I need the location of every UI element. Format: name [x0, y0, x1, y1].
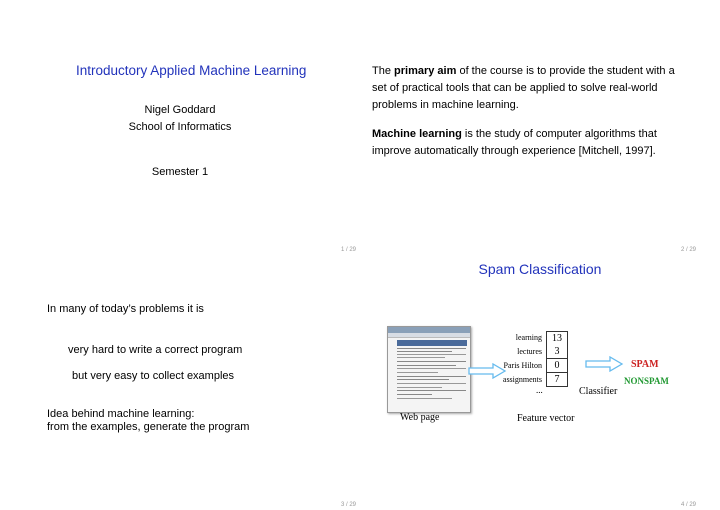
- text-line: [397, 394, 432, 395]
- primary-aim-emphasis: primary aim: [394, 65, 457, 77]
- feature-value: 13: [546, 331, 568, 346]
- feature-vector-label: Feature vector: [517, 413, 575, 424]
- text-line: [397, 376, 466, 377]
- browser-toolbar: [388, 333, 470, 338]
- text-line: [397, 368, 466, 369]
- text-line: [397, 379, 449, 380]
- feature-value: 3: [546, 345, 568, 359]
- primary-aim-paragraph: The primary aim of the course is to provide the student with a set of practical tools that can be applied to solve real-world problems in machine learning.: [372, 65, 675, 111]
- page-banner: [397, 340, 467, 346]
- text-line: [397, 361, 466, 362]
- text-line: [397, 387, 442, 388]
- feature-label: assignments: [502, 375, 542, 384]
- page-number: 4 / 29: [681, 502, 697, 508]
- nonspam-label: NONSPAM: [624, 376, 669, 386]
- page-number: 3 / 29: [341, 502, 357, 508]
- text-line: [397, 357, 445, 358]
- classifier-label: Classifier: [579, 386, 618, 397]
- web-page-thumbnail: [387, 326, 471, 413]
- text-line: [397, 398, 452, 399]
- slide-3: [0, 255, 360, 510]
- hard-point: very hard to write a correct program: [68, 344, 243, 356]
- feature-label: lectures: [517, 347, 542, 356]
- text-line: [397, 372, 438, 373]
- spam-label: SPAM: [631, 359, 659, 370]
- intro-text: In many of today’s problems it is: [47, 303, 204, 315]
- ml-emphasis: Machine learning: [372, 128, 462, 140]
- semester-label: Semester 1: [151, 166, 209, 178]
- school-name: School of Informatics: [128, 121, 232, 133]
- text-line: [397, 351, 452, 352]
- slide-2: [360, 0, 720, 255]
- slide-1-title: Introductory Applied Machine Learning: [76, 63, 307, 78]
- text-line: [397, 354, 466, 355]
- easy-point: but very easy to collect examples: [72, 370, 235, 382]
- feature-label: learning: [515, 333, 542, 342]
- feature-ellipsis: ...: [536, 385, 543, 395]
- feature-label: Paris Hilton: [503, 361, 542, 370]
- web-page-label: Web page: [400, 412, 440, 423]
- text-line: [397, 390, 466, 391]
- text-line: [397, 348, 466, 349]
- page-number: 2 / 29: [681, 247, 697, 253]
- slide-4-title: Spam Classification: [478, 261, 602, 277]
- feature-value: 0: [546, 359, 568, 373]
- idea-line-1: Idea behind machine learning:: [47, 408, 195, 420]
- slide-1: [0, 0, 360, 255]
- feature-value: 7: [546, 373, 568, 387]
- page-number: 1 / 29: [341, 247, 357, 253]
- text-line: [397, 365, 456, 366]
- slide-4: [360, 255, 720, 510]
- idea-line-2: from the examples, generate the program: [47, 421, 250, 433]
- author-name: Nigel Goddard: [144, 104, 216, 116]
- text-line: [397, 383, 466, 384]
- arrow-to-classifier-icon: [584, 356, 624, 372]
- ml-definition-paragraph: Machine learning is the study of computer algorithms that improve automatically through experience [Mitchell, 1997].: [372, 128, 657, 157]
